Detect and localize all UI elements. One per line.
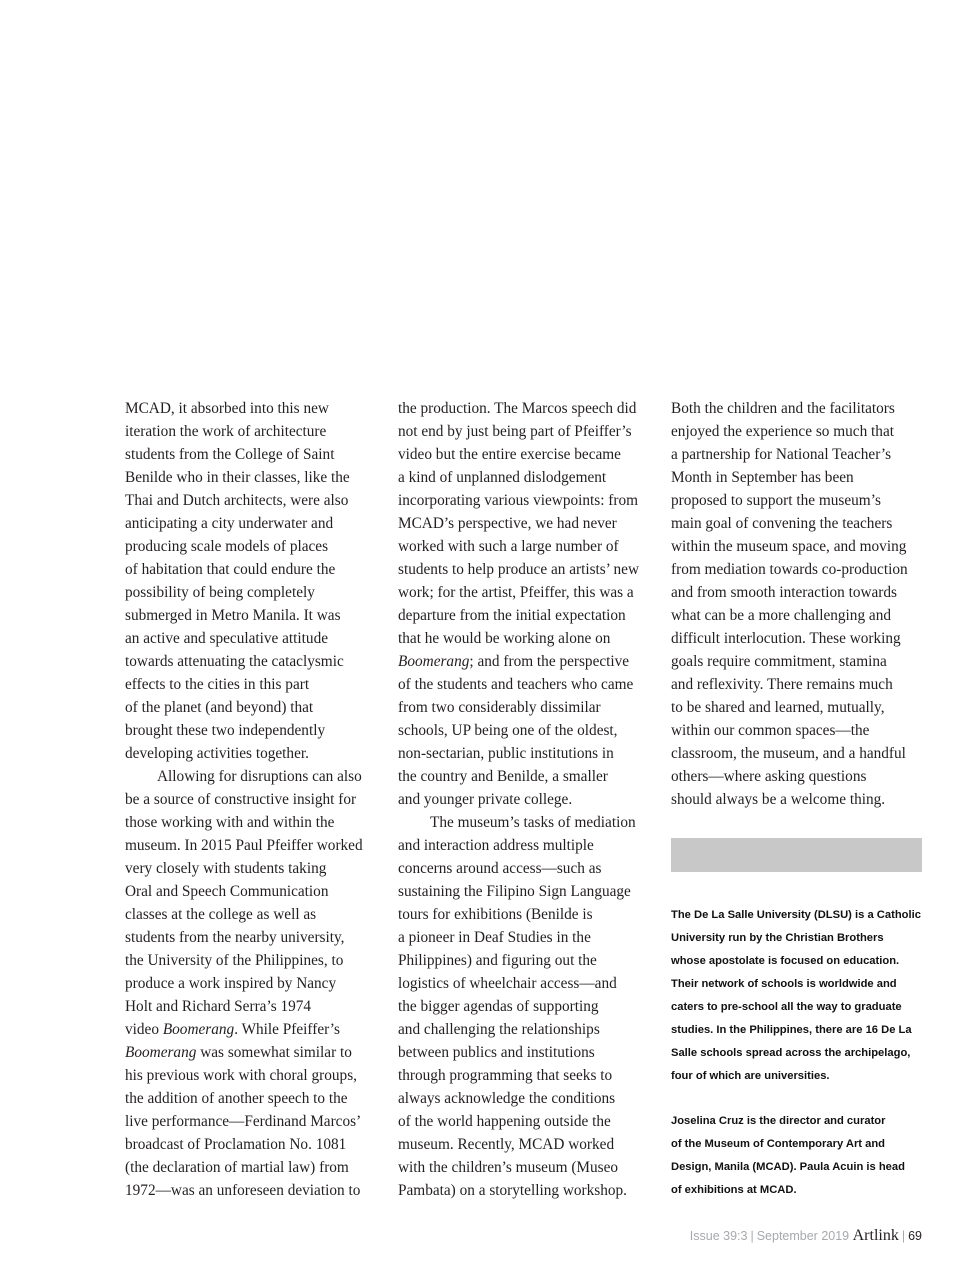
text-line: a partnership for National Teacher’s	[671, 446, 892, 463]
text-line: should always be a welcome thing.	[671, 791, 886, 808]
text-line: departure from the initial expectation	[398, 607, 626, 624]
text-line: difficult interlocution. These working	[671, 630, 901, 647]
text-line: goals require commitment, stamina	[671, 653, 887, 670]
note-line: Design, Manila (MCAD). Paula Acuin is head	[671, 1161, 905, 1173]
text-line: within the museum space, and moving	[671, 538, 907, 555]
text-line: Boomerang; and from the perspective	[398, 653, 630, 670]
article-column-3	[671, 397, 908, 811]
text-line: brought these two independently	[125, 722, 326, 739]
text-line: 1972—was an unforeseen deviation to	[125, 1182, 361, 1199]
text-line: from two considerably dissimilar	[398, 699, 601, 716]
note-line: The De La Salle University (DLSU) is a Catholic	[671, 909, 921, 921]
text-line: a kind of unplanned dislodgement	[398, 469, 607, 486]
text-line: an active and speculative attitude	[125, 630, 329, 647]
text-line: and from smooth interaction towards	[671, 584, 898, 601]
text-line: MCAD’s perspective, we had never	[398, 515, 617, 532]
text-line: be a source of constructive insight for	[125, 791, 357, 808]
footer-brand: Artlink	[852, 1227, 899, 1244]
text-line: logistics of wheelchair access—and	[398, 975, 617, 992]
text-line: Philippines) and figuring out the	[398, 952, 597, 969]
text-line: within our common spaces—the	[671, 722, 870, 739]
text-line: Month in September has been	[671, 469, 854, 486]
text-line: video but the entire exercise became	[398, 446, 621, 463]
text-line: the production. The Marcos speech did	[398, 400, 637, 417]
article-column-2	[398, 397, 639, 1202]
text-line: tours for exhibitions (Benilde is	[398, 906, 593, 923]
text-line: video Boomerang. While Pfeiffer’s	[125, 1021, 340, 1038]
text-line: proposed to support the museum’s	[671, 492, 881, 509]
text-line: the country and Benilde, a smaller	[398, 768, 608, 785]
text-line: iteration the work of architecture	[125, 423, 327, 440]
text-line: of habitation that could endure the	[125, 561, 336, 578]
text-line: broadcast of Proclamation No. 1081	[125, 1136, 347, 1153]
text-line: anticipating a city underwater and	[125, 515, 334, 532]
text-line: students from the College of Saint	[125, 446, 335, 463]
note-line: four of which are universities.	[671, 1070, 830, 1082]
text-line: always acknowledge the conditions	[398, 1090, 616, 1107]
text-line: classes at the college as well as	[125, 906, 317, 923]
text-line: classroom, the museum, and a handful	[671, 745, 906, 762]
text-line: The museum’s tasks of mediation	[430, 814, 636, 831]
text-line: of the students and teachers who came	[398, 676, 634, 693]
footer-separator: |	[750, 1229, 754, 1243]
text-line: from mediation towards co-production	[671, 561, 908, 578]
note-line: Salle schools spread across the archipelago,	[671, 1047, 911, 1059]
text-line: of the world happening outside the	[398, 1113, 611, 1130]
note-line: Joselina Cruz is the director and curator	[671, 1115, 886, 1127]
text-line: students to help produce an artists’ new	[398, 561, 640, 578]
article-column-1	[125, 397, 363, 1202]
text-line: very closely with students taking	[125, 860, 327, 877]
note-line: studies. In the Philippines, there are 16 De La	[671, 1024, 912, 1036]
text-line: effects to the cities in this part	[125, 676, 310, 693]
text-line: MCAD, it absorbed into this new	[125, 400, 329, 417]
text-line: others—where asking questions	[671, 768, 867, 785]
note-line: Their network of schools is worldwide and	[671, 978, 897, 990]
text-line: main goal of convening the teachers	[671, 515, 893, 532]
note-line: University run by the Christian Brothers	[671, 932, 884, 944]
note-line: whose apostolate is focused on education.	[671, 955, 900, 967]
text-line: between publics and institutions	[398, 1044, 595, 1061]
text-line: not end by just being part of Pfeiffer’s	[398, 423, 632, 440]
text-line: Thai and Dutch architects, were also	[125, 492, 349, 509]
text-line: possibility of being completely	[125, 584, 315, 601]
text-line: a pioneer in Deaf Studies in the	[398, 929, 591, 946]
text-line: non-sectarian, public institutions in	[398, 745, 614, 762]
footnote-dlsu	[671, 904, 921, 1088]
sidebar-gray-box	[671, 838, 922, 872]
text-line: Pambata) on a storytelling workshop.	[398, 1182, 627, 1199]
text-line: what can be a more challenging and	[671, 607, 892, 624]
text-line: work; for the artist, Pfeiffer, this was a	[398, 584, 634, 601]
text-line: his previous work with choral groups,	[125, 1067, 357, 1084]
footer-date: September 2019	[756, 1229, 850, 1243]
text-line: Benilde who in their classes, like the	[125, 469, 350, 486]
text-line: worked with such a large number of	[398, 538, 619, 555]
note-line: of the Museum of Contemporary Art and	[671, 1138, 886, 1150]
text-line: and interaction address multiple	[398, 837, 594, 854]
footer-separator-2: |	[901, 1229, 906, 1243]
text-line: to be shared and learned, mutually,	[671, 699, 885, 716]
text-line: that he would be working alone on	[398, 630, 611, 647]
note-line: of exhibitions at MCAD.	[671, 1184, 797, 1196]
page-footer	[690, 1227, 922, 1245]
text-line: with the children’s museum (Museo	[398, 1159, 619, 1176]
text-line: the bigger agendas of supporting	[398, 998, 599, 1015]
text-line: live performance—Ferdinand Marcos’	[125, 1113, 362, 1130]
footer-issue: Issue 39:3	[689, 1229, 748, 1243]
text-line: the addition of another speech to the	[125, 1090, 348, 1107]
text-line: students from the nearby university,	[125, 929, 345, 946]
text-line: incorporating various viewpoints: from	[398, 492, 639, 509]
page-number: 69	[908, 1229, 922, 1243]
text-line: and reflexivity. There remains much	[671, 676, 893, 693]
text-line: Allowing for disruptions can also	[157, 768, 362, 785]
text-line: schools, UP being one of the oldest,	[398, 722, 618, 739]
text-line: Oral and Speech Communication	[125, 883, 329, 900]
text-line: enjoyed the experience so much that	[671, 423, 894, 440]
text-line: produce a work inspired by Nancy	[125, 975, 337, 992]
text-line: towards attenuating the cataclysmic	[125, 653, 344, 670]
text-line: Both the children and the facilitators	[671, 400, 895, 417]
text-line: and challenging the relationships	[398, 1021, 600, 1038]
text-line: museum. Recently, MCAD worked	[398, 1136, 615, 1153]
text-line: sustaining the Filipino Sign Language	[398, 883, 631, 900]
text-line: (the declaration of martial law) from	[125, 1159, 349, 1176]
text-line: and younger private college.	[398, 791, 573, 808]
text-line: developing activities together.	[125, 745, 309, 762]
text-line: producing scale models of places	[125, 538, 329, 555]
text-line: museum. In 2015 Paul Pfeiffer worked	[125, 837, 363, 854]
text-line: concerns around access—such as	[398, 860, 602, 877]
author-bio	[671, 1110, 905, 1202]
text-line: Boomerang was somewhat similar to	[125, 1044, 352, 1061]
text-line: through programming that seeks to	[398, 1067, 613, 1084]
text-line: submerged in Metro Manila. It was	[125, 607, 341, 624]
text-line: of the planet (and beyond) that	[125, 699, 314, 716]
text-line: Holt and Richard Serra’s 1974	[125, 998, 312, 1015]
note-line: caters to pre-school all the way to graduate	[671, 1001, 902, 1013]
text-line: those working with and within the	[125, 814, 335, 831]
text-line: the University of the Philippines, to	[125, 952, 344, 969]
